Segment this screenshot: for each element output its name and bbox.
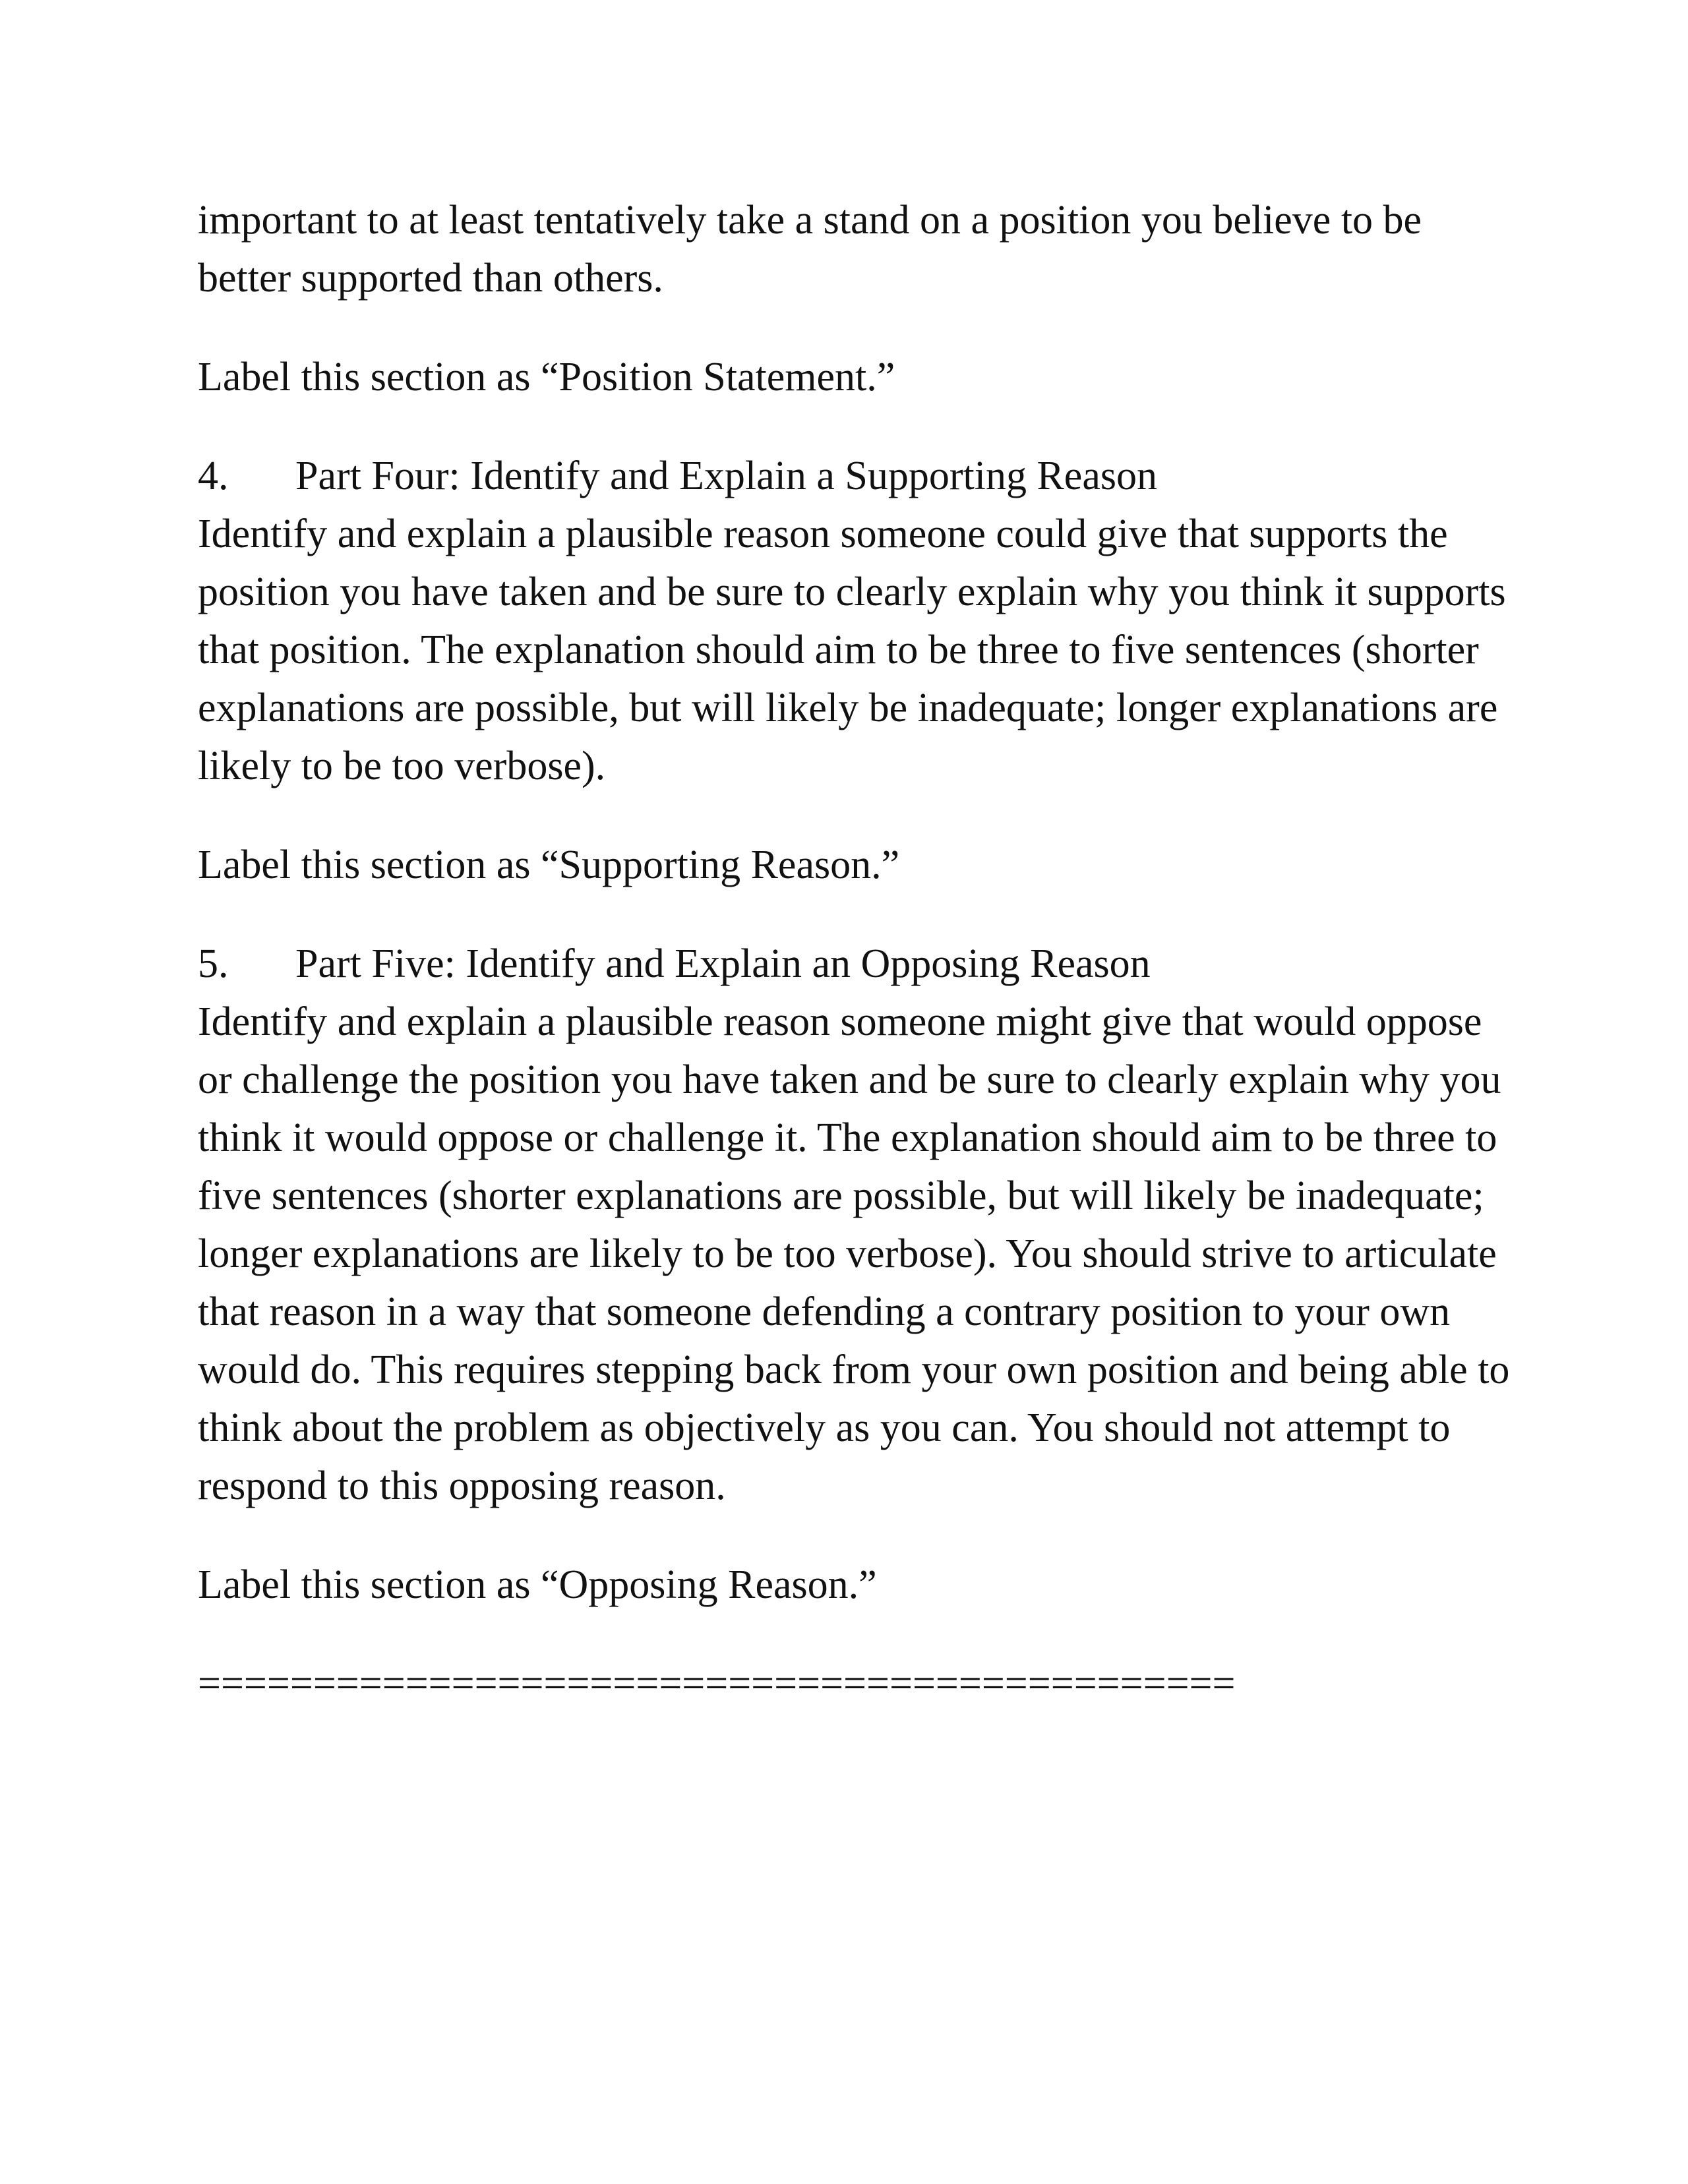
document-body [198, 191, 1510, 1713]
part-five-section [198, 935, 1510, 1515]
separator-line: ============================================= [198, 1661, 1236, 1706]
intro-paragraph: important to at least tentatively take a stand on a position you believe to be better supported than others. [198, 198, 1422, 301]
part-four-number: 4. [198, 454, 229, 498]
part-four-title: Part Four: Identify and Explain a Supporting Reason [295, 454, 1157, 498]
position-statement-label: Label this section as “Position Statement.” [198, 355, 895, 399]
supporting-reason-label: Label this section as “Supporting Reason.” [198, 842, 900, 887]
part-five-title: Part Five: Identify and Explain an Opposing Reason [295, 941, 1151, 986]
part-four-body: Identify and explain a plausible reason someone could give that supports the position you have taken and be sure to clearly explain why you think it supports that position. The explanation should aim to be three to five sentences (shorter explanations are possible, but will likely be inadequate; longer explanations are likely to be too verbose). [198, 512, 1506, 788]
part-four-section [198, 447, 1510, 795]
part-five-heading [198, 935, 1510, 993]
opposing-reason-label: Label this section as “Opposing Reason.” [198, 1562, 877, 1607]
part-five-body: Identify and explain a plausible reason someone might give that would oppose or challenge the position you have taken and be sure to clearly explain why you think it would oppose or challenge it. The explanation should aim to be three to five sentences (shorter explanations are possible, but will likely be inadequate; longer explanations are likely to be too verbose). You should strive to articulate that reason in a way that someone defending a contrary position to your own would do. This requires stepping back from your own position and being able to think about the problem as objectively as you can. You should not attempt to respond to this opposing reason. [198, 999, 1510, 1508]
part-four-heading [198, 447, 1510, 505]
part-five-number: 5. [198, 941, 229, 986]
